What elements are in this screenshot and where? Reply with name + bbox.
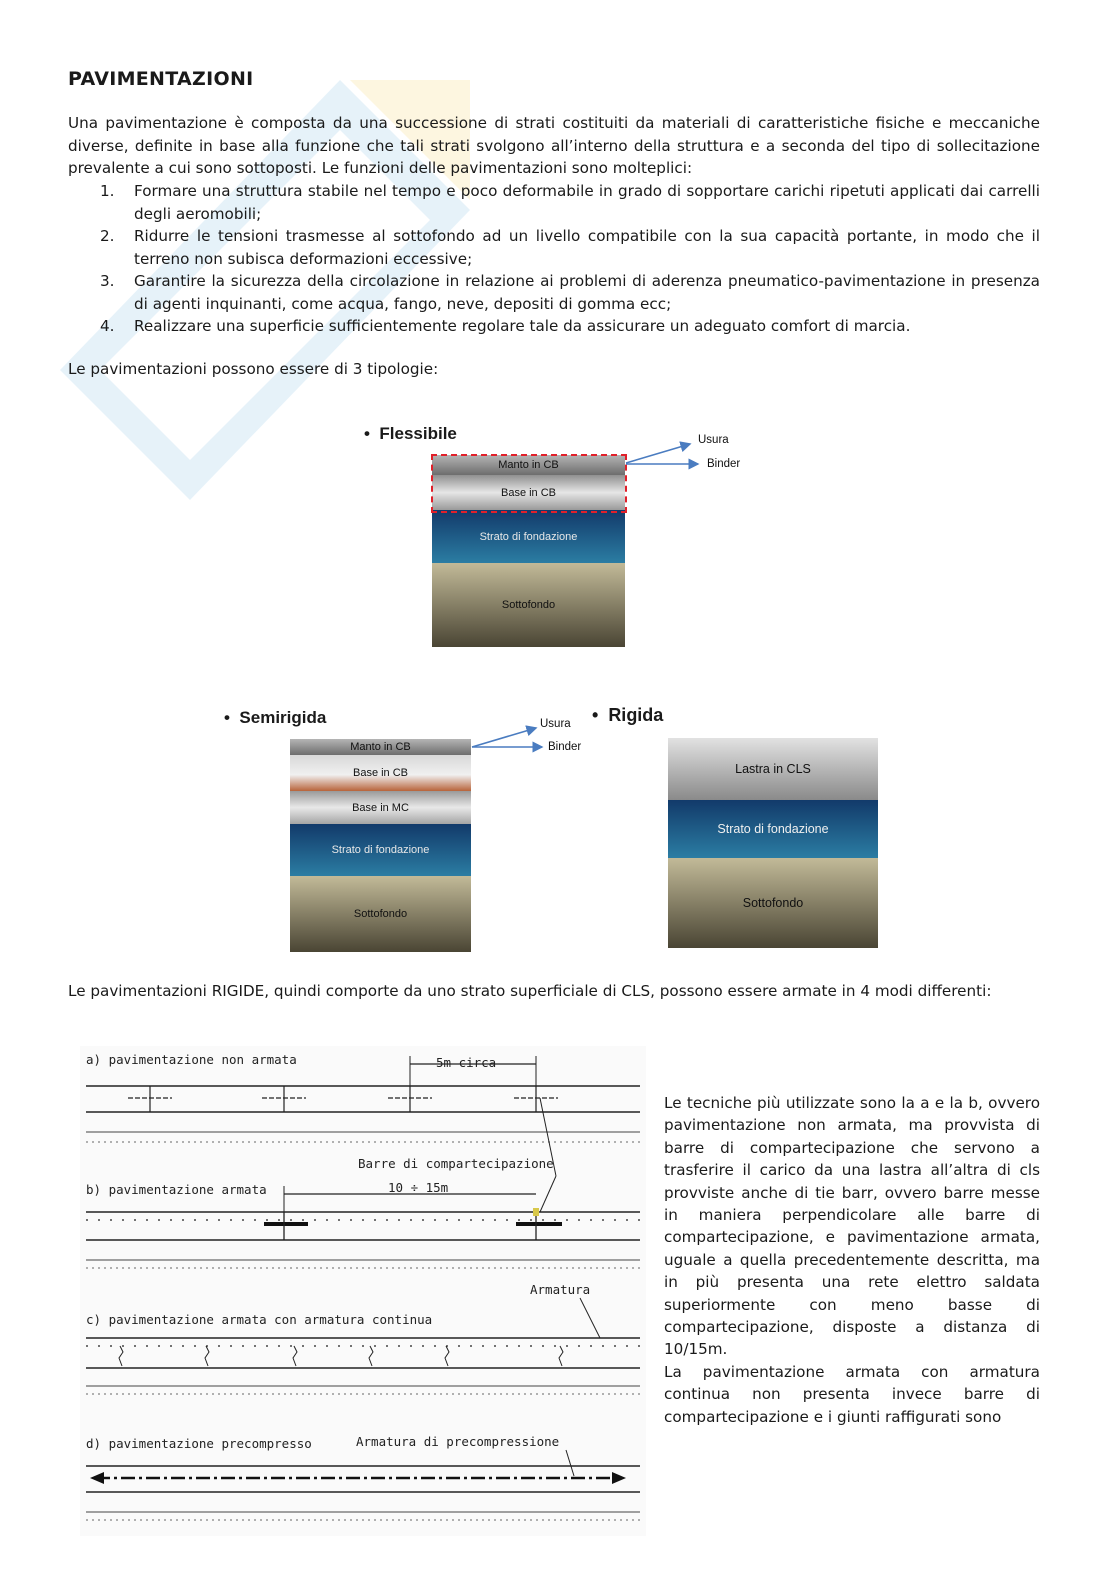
flessibile-layer-fondazione: Strato di fondazione bbox=[432, 510, 625, 563]
functions-list bbox=[68, 180, 1040, 338]
techniques-paragraph-2: La pavimentazione armata con armatura continua non presenta invece barre di compartecipazione e i giunti raffigurati sono bbox=[664, 1362, 1040, 1426]
binder-label: Binder bbox=[707, 458, 741, 470]
armatura-figure bbox=[80, 1046, 646, 1536]
semirigida-layer-fondazione: Strato di fondazione bbox=[290, 824, 471, 876]
rigida-layer-fondazione: Strato di fondazione bbox=[668, 800, 878, 858]
intro-paragraph: Una pavimentazione è composta da una successione di strati costituiti da materiali di caratteristiche fisiche e meccaniche diverse, definite in base alla funzione che tali strati svolgono all’interno della struttura e a seconda del tipo di sollecitazione prevalente a cui sono sottoposti. Le funzioni delle pavimentazioni sono molteplici: bbox=[68, 114, 1040, 177]
fig-armatura-label: Armatura bbox=[530, 1282, 591, 1297]
flessibile-layer-base: Base in CB bbox=[432, 475, 625, 510]
semirigida-title: • Semirigida bbox=[224, 708, 327, 727]
page-title: PAVIMENTAZIONI bbox=[68, 68, 254, 90]
rigida-layer-lastra: Lastra in CLS bbox=[668, 738, 878, 800]
fig-label-d: d) pavimentazione precompresso bbox=[86, 1436, 312, 1451]
techniques-paragraph-1: Le tecniche più utilizzate sono la a e la b, ovvero pavimentazione non armata, ma provvista di barre di compartecipazione che servono a trasferire il carico da una lastra all’altra di cls provviste anche di tie barr, ovvero barre messe in maniera perpendicolare alle barre di compartecipazione, e pavimentazione armata, uguale a quella precedentemente descritta, ma in più presenta una rete elettro saldata superiormente con meno basse di compartecipazione, disposte a distanza di 10/15m. bbox=[664, 1094, 1040, 1359]
usura-label: Usura bbox=[698, 434, 729, 446]
semirigida-layer-sottofondo: Sottofondo bbox=[290, 876, 471, 952]
flessibile-layer-manto: Manto in CB bbox=[432, 455, 625, 475]
fig-label-a: a) pavimentazione non armata bbox=[86, 1052, 297, 1067]
fig-label-c: c) pavimentazione armata con armatura continua bbox=[86, 1312, 433, 1327]
list-item: 2. Ridurre le tensioni trasmesse al sottofondo ad un livello compatibile con la sua capacità portante, in modo che il terreno non subisca deformazioni eccessive; bbox=[100, 227, 1040, 268]
semirigida-layer-manto: Manto in CB bbox=[290, 739, 471, 755]
fig-precompression-label: Armatura di precompressione bbox=[356, 1434, 560, 1449]
fig-dowel-label: Barre di compartecipazione bbox=[358, 1156, 554, 1171]
binder-dashed-box bbox=[431, 454, 627, 513]
rigida-title: • Rigida bbox=[592, 705, 664, 725]
types-intro: Le pavimentazioni possono essere di 3 tipologie: bbox=[68, 360, 439, 378]
semirigida-layer-base-cb: Base in CB bbox=[290, 755, 471, 791]
fig-label-b: b) pavimentazione armata bbox=[86, 1182, 267, 1197]
usura-label-semirigida: Usura bbox=[540, 718, 571, 730]
list-item: 3. Garantire la sicurezza della circolazione in relazione ai problemi di aderenza pneumatico-pavimentazione in presenza di agenti inquinanti, come acqua, fango, neve, depositi di gomma ecc; bbox=[100, 272, 1040, 313]
rigid-intro-paragraph: Le pavimentazioni RIGIDE, quindi comporte da uno strato superficiale di CLS, possono essere armate in 4 modi differenti: bbox=[68, 982, 992, 1000]
binder-label-semirigida: Binder bbox=[548, 741, 582, 753]
rigida-layer-sottofondo: Sottofondo bbox=[668, 858, 878, 948]
techniques-text bbox=[664, 1092, 1040, 1428]
flessibile-title: • Flessibile bbox=[364, 424, 457, 443]
fig-dim-a: 5m circa bbox=[436, 1055, 497, 1070]
list-item: 1. Formare una struttura stabile nel tempo e poco deformabile in grado di sopportare carichi ripetuti applicati dai carrelli degli aeromobili; bbox=[100, 182, 1040, 223]
semirigida-layer-base-mc: Base in MC bbox=[290, 791, 471, 824]
list-item: 4. Realizzare una superficie sufficientemente regolare tale da assicurare un adeguato comfort di marcia. bbox=[100, 317, 911, 335]
flessibile-layer-sottofondo: Sottofondo bbox=[432, 563, 625, 647]
fig-dim-b: 10 ÷ 15m bbox=[388, 1180, 449, 1195]
